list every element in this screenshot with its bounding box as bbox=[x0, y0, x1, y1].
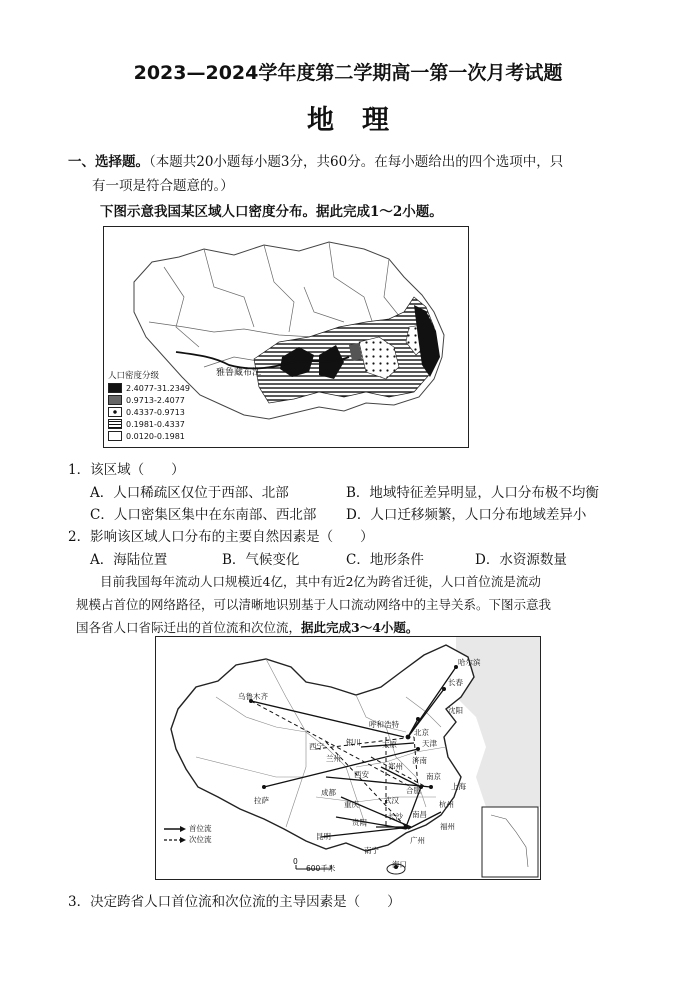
city-label: 郑州 bbox=[388, 762, 403, 771]
city-label: 武汉 bbox=[384, 796, 399, 805]
city-label: 南京 bbox=[426, 772, 441, 781]
city-label: 南昌 bbox=[412, 810, 427, 819]
legend-row-4 bbox=[108, 419, 185, 429]
legend-label-3: 0.4337-0.9713 bbox=[126, 407, 185, 417]
q1-option-b: B．地域特征差异明显，人口分布极不均衡 bbox=[346, 485, 599, 501]
legend-primary-label: 首位流 bbox=[189, 824, 212, 833]
legend-row-3 bbox=[108, 407, 185, 417]
instruction-line-1: （本题共20小题每小题3分，共60分。在每小题给出的四个选项中，只 bbox=[149, 154, 564, 170]
stem2-line2: 规模占首位的网络路径，可以清晰地识别基于人口流动网络中的主导关系。下图示意我 bbox=[76, 597, 552, 612]
legend-swatch-grey bbox=[108, 395, 122, 405]
map2-svg bbox=[156, 637, 540, 879]
q1-option-d: D．人口迁移频繁，人口分布地域差异小 bbox=[346, 507, 587, 523]
instruction-line-2: 有一项是符合题意的。） bbox=[92, 178, 234, 194]
legend-swatch-hatch bbox=[108, 419, 122, 429]
population-density-map bbox=[103, 226, 469, 448]
legend-label-5: 0.0120-0.1981 bbox=[126, 431, 185, 441]
q1-option-a: A．人口稀疏区仅位于西部、北部 bbox=[90, 485, 289, 501]
legend-row-1 bbox=[108, 383, 190, 393]
q2-option-d: D．水资源数量 bbox=[475, 552, 567, 568]
south-sea-inset bbox=[482, 807, 538, 877]
city-label: 呼和浩特 bbox=[369, 720, 399, 729]
q1-stem: 1．该区域（ ） bbox=[68, 462, 185, 478]
stem2-line3 bbox=[76, 618, 418, 636]
city-label: 乌鲁木齐 bbox=[238, 692, 268, 701]
city-label: 昆明 bbox=[316, 832, 331, 841]
q2-stem: 2．影响该区域人口分布的主要自然因素是（ ） bbox=[68, 529, 374, 545]
city-label: 太原 bbox=[382, 740, 397, 749]
stem2-line3-text: 国各省人口省际迁出的首位流和次位流， bbox=[76, 620, 302, 635]
legend-label-2: 0.9713-2.4077 bbox=[126, 395, 185, 405]
city-label: 福州 bbox=[440, 822, 455, 831]
subject-title: 地理 bbox=[307, 105, 417, 136]
city-label: 海口 bbox=[392, 860, 407, 869]
q3-stem: 3．决定跨省人口首位流和次位流的主导因素是（ ） bbox=[68, 894, 401, 910]
legend-secondary-label: 次位流 bbox=[189, 835, 212, 844]
city-label: 银川 bbox=[346, 738, 361, 747]
city-label: 哈尔滨 bbox=[458, 658, 481, 667]
q1-option-c: C．人口密集区集中在东南部、西北部 bbox=[90, 507, 317, 523]
migration-flow-map bbox=[155, 636, 541, 880]
legend-label-4: 0.1981-0.4337 bbox=[126, 419, 185, 429]
stem2-line3-bold: 据此完成3～4小题。 bbox=[301, 620, 419, 635]
legend-swatch-black bbox=[108, 383, 122, 393]
city-label: 重庆 bbox=[344, 800, 359, 809]
city-label: 南宁 bbox=[364, 846, 379, 855]
legend-row-5 bbox=[108, 431, 185, 441]
city-label: 沈阳 bbox=[448, 706, 463, 715]
city-label: 兰州 bbox=[326, 754, 341, 763]
section-instruction-1 bbox=[68, 150, 563, 170]
scale-label: 600千米 bbox=[306, 864, 336, 873]
legend-swatch-white bbox=[108, 431, 122, 441]
city-label: 长沙 bbox=[388, 812, 403, 821]
city-label: 成都 bbox=[321, 788, 336, 797]
river-label: 雅鲁藏布江 bbox=[216, 368, 262, 378]
legend-swatch-dot bbox=[108, 407, 122, 417]
legend-title: 人口密度分级 bbox=[108, 371, 160, 381]
q2-option-b: B．气候变化 bbox=[222, 552, 300, 568]
city-label: 济南 bbox=[412, 756, 427, 765]
exam-title: 2023—2024学年度第二学期高一第一次月考试题 bbox=[133, 62, 563, 84]
section-heading: 一、选择题。 bbox=[68, 154, 149, 170]
city-label: 西安 bbox=[354, 770, 369, 779]
question-stem-1-2: 下图示意我国某区域人口密度分布。据此完成1～2小题。 bbox=[100, 204, 443, 220]
q2-option-c: C．地形条件 bbox=[346, 552, 424, 568]
city-label: 西宁 bbox=[309, 742, 324, 751]
city-label: 广州 bbox=[410, 836, 425, 845]
city-label: 长春 bbox=[448, 678, 463, 687]
city-label: 北京 bbox=[414, 728, 429, 737]
q2-option-a: A．海陆位置 bbox=[90, 552, 168, 568]
city-label: 贵阳 bbox=[352, 818, 367, 827]
stem2-line1: 目前我国每年流动人口规模近4亿，其中有近2亿为跨省迁徙，人口首位流是流动 bbox=[100, 574, 541, 589]
legend-arrows bbox=[164, 826, 186, 843]
scale-zero: 0 bbox=[293, 857, 298, 866]
city-label: 杭州 bbox=[439, 800, 454, 809]
legend-label-1: 2.4077-31.2349 bbox=[126, 383, 190, 393]
legend-row-2 bbox=[108, 395, 185, 405]
city-label: 上海 bbox=[451, 782, 466, 791]
city-label: 拉萨 bbox=[254, 796, 269, 805]
city-label: 天津 bbox=[422, 739, 437, 748]
city-label: 合肥 bbox=[406, 786, 421, 795]
